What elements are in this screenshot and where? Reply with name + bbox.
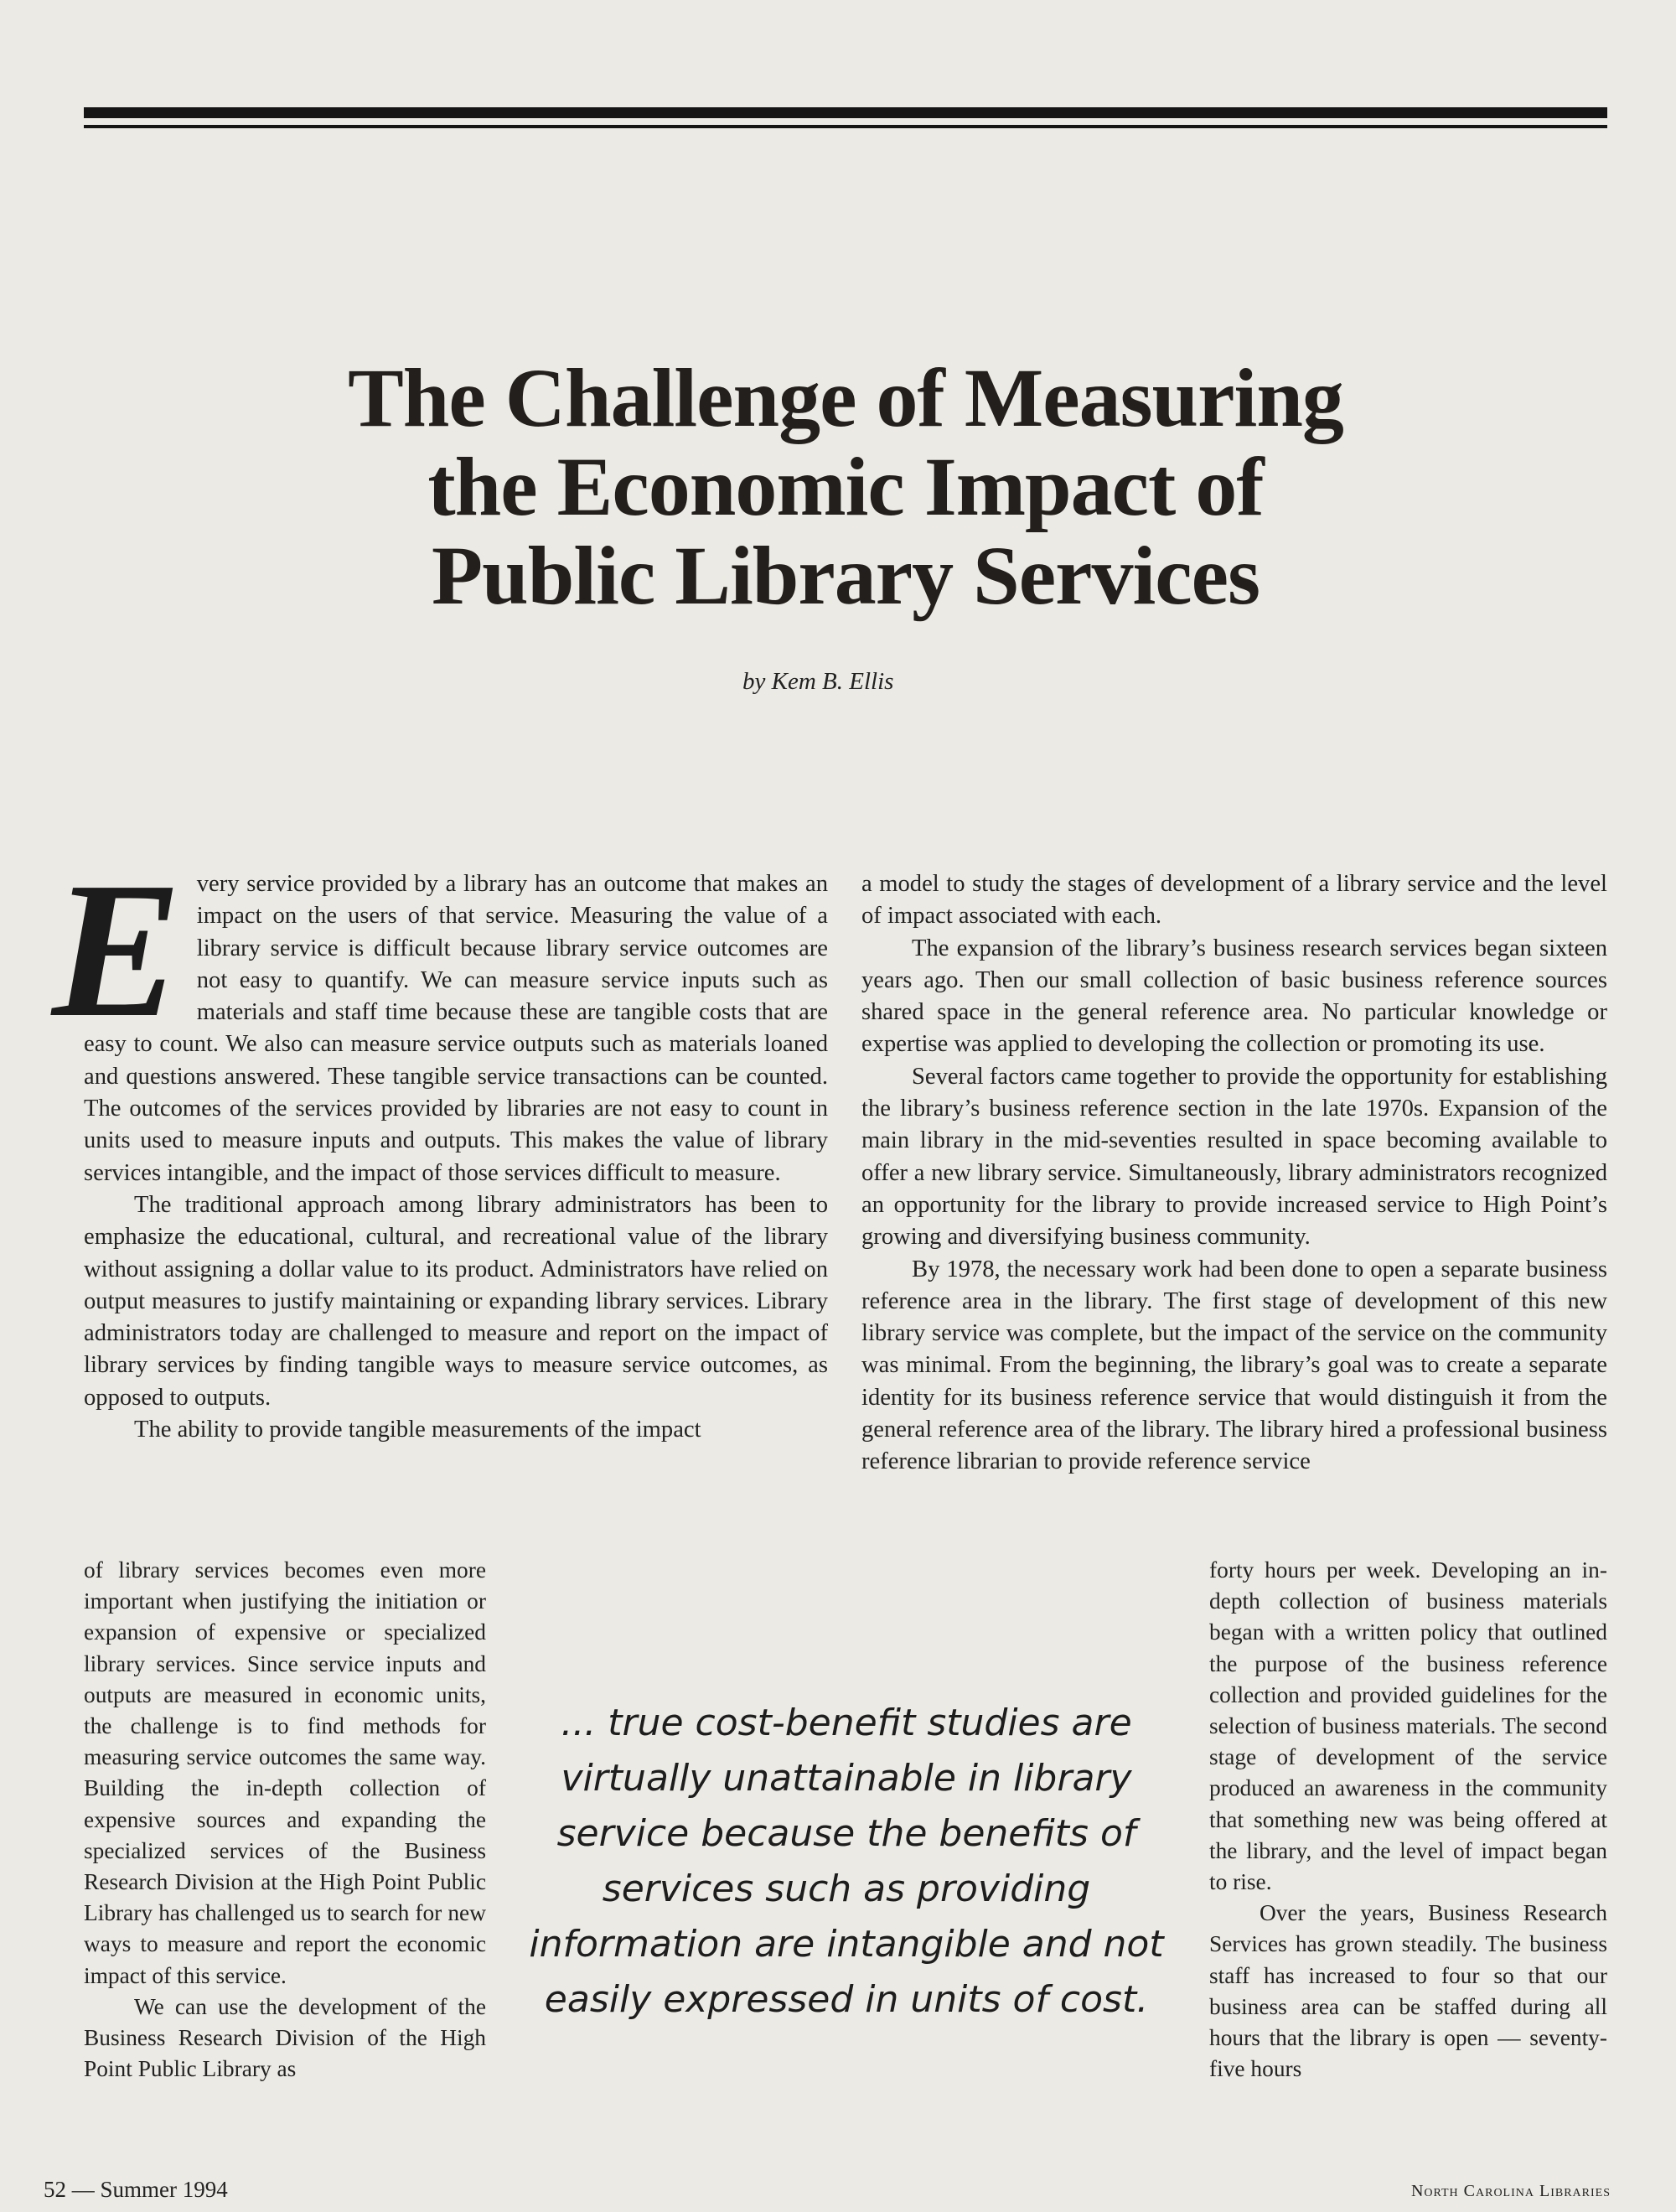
left-paragraph-4: We can use the development of the Business Research Division of the High Point Public Library as bbox=[84, 1993, 486, 2082]
title-line-3: Public Library Services bbox=[432, 529, 1260, 622]
right-paragraph-1: a model to study the stages of development of a library service and the level of impact associated with each. bbox=[861, 871, 1607, 930]
pull-quote: ... true cost-benefit studies are virtually unattainable in library service because the benefits of services such as providing information are intangible and not easily expressed in units of cost. bbox=[529, 1702, 1164, 2021]
right-column bbox=[861, 868, 1607, 1479]
left-paragraph-3-rest: of library services becomes even more important when justifying the initiation or expansion of expensive or specialized library services. Since service inputs and outputs are measured in economic units, the challenge is to find methods for measuring service outcomes the same way. Building the in-depth collection of expensive sources and expanding the specialized services of the Business Research Division at the High Point Public Library has challenged us to search for new ways to measure and report the economic impact of this service. bbox=[84, 1557, 486, 1988]
left-paragraph-1-text: very service provided by a library has an outcome that makes an impact on the users of that service. Measuring the value of a library service is difficult because library service outcomes are not easy to quantify. We can measure service inputs such as materials and staff time because these are tangible costs that are easy to count. We also can measure service outputs such as materials loaned and questions answered. These tangible service transactions can be counted. The outcomes of the services provided by libraries are not easy to count in units used to measure inputs and outputs. This makes the value of library services intangible, and the impact of those services difficult to measure. bbox=[84, 871, 828, 1186]
title-line-2: the Economic Impact of bbox=[427, 440, 1264, 533]
top-rule-thick bbox=[84, 107, 1607, 118]
drop-cap: E bbox=[52, 842, 182, 1058]
left-paragraph-2: The traditional approach among library administrators has been to emphasize the educational, cultural, and recreational value of the library without assigning a dollar value to its product. Administrators have relied on output measures to justify maintaining or expanding library services. Library administrators today are challenged to measure and report on the impact of library services by finding tangible ways to measure service outcomes, as opposed to outputs. bbox=[84, 1191, 828, 1411]
right-paragraph-3: Several factors came together to provide the opportunity for establishing the library’s business reference section in the late 1970s. Expansion of the main library in the mid-seventies resulted in space becoming available to offer a new library service. Simultaneously, library administrators recognized an opportunity for the library to provide increased service to High Point’s growing and diversifying business community. bbox=[861, 1063, 1607, 1251]
right-paragraph-4-lead: By 1978, the necessary work had been done to open a separate business reference area in the library. The first stage of development of this new library service was complete, but the impact of the service on the community was minimal. From the beginning, the library’s goal was to create a separate identity for its business reference service that would distinguish it from the general reference area of the library. The library hired a professional business reference librarian to provide reference service bbox=[861, 1256, 1607, 1475]
right-paragraph-2: The expansion of the library’s business research services began sixteen years ago. Then our small collection of basic business reference sources shared space in the general reference area. No particular knowledge or expertise was applied to developing the collection or promoting its use. bbox=[861, 935, 1607, 1058]
footer-publication: North Carolina Libraries bbox=[1410, 2182, 1611, 2200]
right-paragraph-5: Over the years, Business Research Services has grown steadily. The business staff has increased to four so that our business area can be staffed during all hours that the library is open — seventy-five hours bbox=[1209, 1900, 1607, 2082]
byline: by Kem B. Ellis bbox=[742, 668, 894, 695]
left-paragraph-1 bbox=[52, 842, 828, 1189]
article-title bbox=[84, 351, 1607, 622]
top-rule-thin bbox=[84, 125, 1607, 128]
left-column bbox=[52, 842, 828, 1446]
right-narrow-column bbox=[1209, 1555, 1607, 2085]
left-paragraph-3-lead: The ability to provide tangible measurements of the impact bbox=[134, 1417, 701, 1443]
right-paragraph-4-rest: forty hours per week. Developing an in-depth collection of business materials began with a written policy that outlined the purpose of the business reference collection and provided guidelines for the selection of business materials. The second stage of development of the service produced an awareness in the community that something new was being offered at the library, and the level of impact began to rise. bbox=[1209, 1557, 1607, 1895]
title-line-1: The Challenge of Measuring bbox=[348, 351, 1343, 444]
left-narrow-column bbox=[84, 1555, 486, 2085]
footer-page-issue: 52 — Summer 1994 bbox=[44, 2177, 228, 2202]
